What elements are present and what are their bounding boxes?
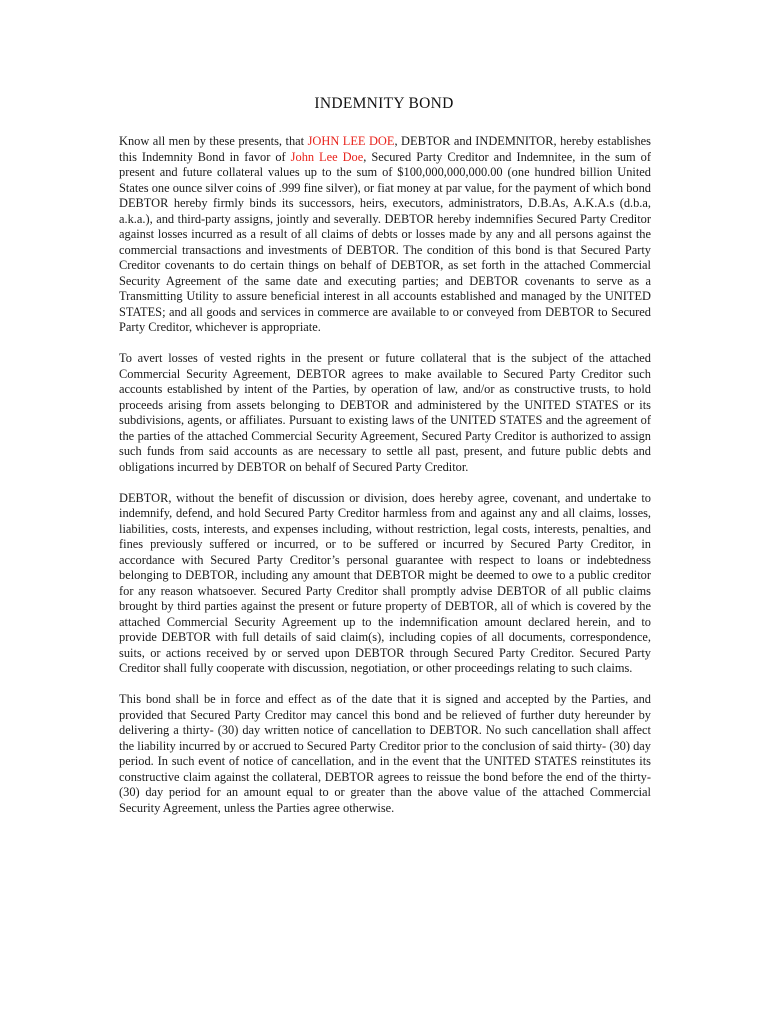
paragraph-1 xyxy=(119,134,651,336)
document-title: INDEMNITY BOND xyxy=(314,95,454,112)
document-body xyxy=(119,134,651,832)
paragraph-4: This bond shall be in force and effect as of the date that it is signed and accepted by the Parties, and provided that Secured Party Creditor may cancel this bond and be relieved of further duty hereunder by delivering a thirty- (30) day written notice of cancellation to DEBTOR. No such cancellation shall affect the liability incurred by or accrued to Secured Party Creditor prior to the conclusion of said thirty- (30) day period. In such event of notice of cancellation, and in the event that the UNITED STATES reinstitutes its constructive claim against the collateral, DEBTOR agrees to reissue the bond before the end of the thirty- (30) day period for an amount equal to or greater than the above value of the attached Commercial Security Agreement, unless the Parties agree otherwise. xyxy=(119,692,651,815)
paragraph-1-middle: , DEBTOR and INDEMNITOR, hereby establishes this Indemnity Bond in favor of xyxy=(119,134,651,164)
creditor-name: John Lee Doe xyxy=(290,149,364,164)
paragraph-1-rest: , Secured Party Creditor and Indemnitee, in the sum of present and future collateral values up to the sum of $100,000,000,000.00 (one hundred billion United States one ounce silver coins of .999 fine silver), or fiat money at par value, for the payment of which bond DEBTOR hereby firmly binds its successors, heirs, executors, administrators, D.B.As, A.K.A.s (d.b.a, a.k.a.), and third-party assigns, jointly and severally. DEBTOR hereby indemnifies Secured Party Creditor against losses incurred as a result of all claims of debts or losses made by any and all persons against the commercial transactions and investments of DEBTOR. The condition of this bond is that Secured Party Creditor covenants to do certain things on behalf of DEBTOR, as set forth in the attached Commercial Security Agreement of the same date and executing parties; and DEBTOR covenants to serve as a Transmitting Utility to assure beneficial interest in all accounts established and managed by the UNITED STATES; and all goods and services in commerce are available to or conveyed from DEBTOR to Secured Party Creditor, whichever is appropriate. xyxy=(119,149,651,334)
paragraph-2: To avert losses of vested rights in the present or future collateral that is the subject of the attached Commercial Security Agreement, DEBTOR agrees to make available to Secured Party Creditor such accounts established by intent of the Parties, by operation of law, and/or as constructive trusts, to hold proceeds arising from assets belonging to DEBTOR and administered by the UNITED STATES or its subdivisions, agents, or affiliates. Pursuant to existing laws of the UNITED STATES and the agreement of the parties of the attached Commercial Security Agreement, Secured Party Creditor is authorized to assign such funds from said accounts as are necessary to settle all past, present, and future public debts and obligations incurred by DEBTOR on behalf of Secured Party Creditor. xyxy=(119,351,651,474)
debtor-name: JOHN LEE DOE xyxy=(307,134,395,148)
paragraph-1-intro: Know all men by these presents, that xyxy=(119,134,308,148)
paragraph-3: DEBTOR, without the benefit of discussion or division, does hereby agree, covenant, and undertake to indemnify, defend, and hold Secured Party Creditor harmless from and against any and all claims, losses, liabilities, costs, interests, and expenses including, without restriction, legal costs, interests, penalties, and fines previously suffered or incurred, or to be suffered or incurred by Secured Party Creditor, in accordance with Secured Party Creditor’s personal guarantee with respect to loans or indebtedness belonging to DEBTOR, including any amount that DEBTOR might be deemed to owe to a public creditor for any reason whatsoever. Secured Party Creditor shall promptly advise DEBTOR of all public claims brought by third parties against the present or future property of DEBTOR, all of which is covered by the attached Commercial Security Agreement up to the indemnification amount declared herein, and to provide DEBTOR with full details of said claim(s), including copies of all documents, correspondence, suits, or actions received by or served upon DEBTOR through Secured Party Creditor. Secured Party Creditor shall fully cooperate with discussion, negotiation, or other proceedings relating to such claims. xyxy=(119,490,651,675)
